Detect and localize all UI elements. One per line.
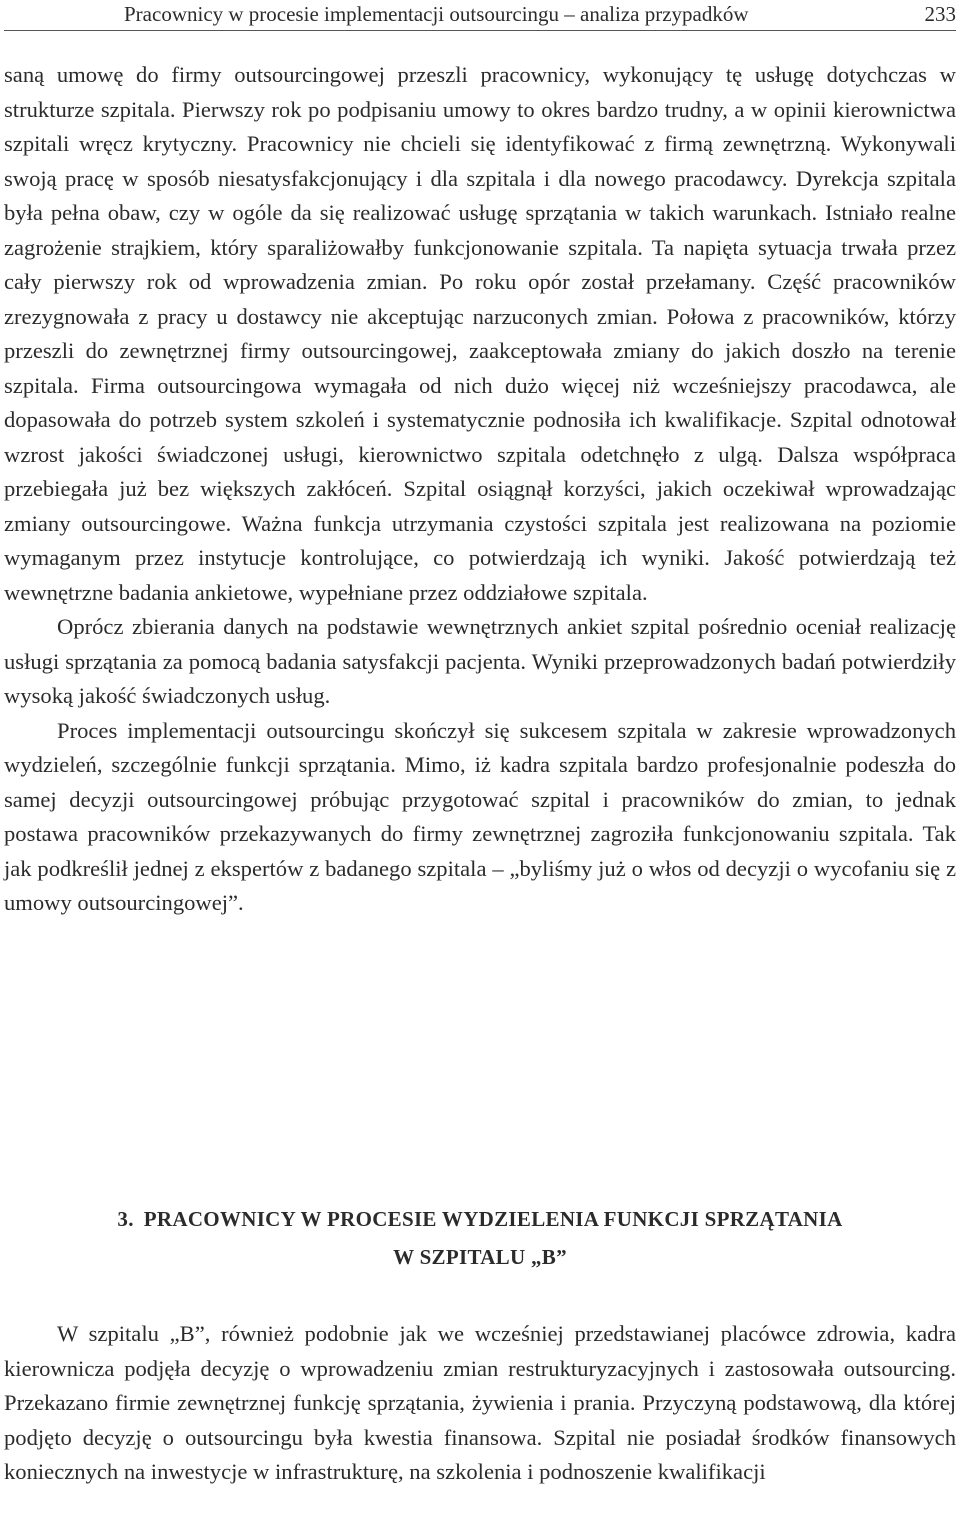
paragraph: Oprócz zbierania danych na podstawie wewnętrznych ankiet szpital pośrednio oceniał realizację usługi sprzątania za pomocą badania satysfakcji pacjenta. Wyniki przeprowadzonych badań potwierdziły wysoką jakość świadczonych usług. xyxy=(4,614,956,708)
section-heading xyxy=(4,1200,956,1276)
paragraph-continued: saną umowę do firmy outsourcingowej przeszli pracownicy, wykonujący tę usługę dotychczas w strukturze szpitala. Pierwszy rok po podpisaniu umowy to okres bardzo trudny, a w opinii kierownictwa szpitali wręcz krytyczny. Pracownicy nie chcieli się identyfikować z firmą zewnętrzną. Wykonywali swoją pracę w sposób niesatysfakcjonujący i dla szpitala i dla nowego pracodawcy. Dyrekcja szpitala była pełna obaw, czy w ogóle da się realizować usługę sprzątania w takich warunkach. Istniało realne zagrożenie strajkiem, który sparaliżowałby funkcjonowanie szpitala. Ta napięta sytuacja trwała przez cały pierwszy rok od wprowadzenia zmian. Po roku opór został przełamany. Część pracowników zrezygnowała z pracy u dostawcy nie akceptując narzuconych zmian. Połowa z pracowników, którzy przeszli do zewnętrznej firmy outsourcingowej, zaakceptowała zmiany do jakich doszło na terenie szpitala. Firma outsourcingowa wymagała od nich dużo więcej niż wcześniejszy pracodawca, ale dopasowała do potrzeb system szkoleń i systematycznie podnosiła ich kwalifikacje. Szpital odnotował wzrost jakości świadczonej usługi, kierownictwo szpitala odetchnęło z ulgą. Dalsza współpraca przebiegała już bez większych zakłóceń. Szpital osiągnął korzyści, jakich oczekiwał wprowadzając zmiany outsourcingowe. Ważna funkcja utrzymania czystości szpitala jest realizowana na poziomie wymaganym przez instytucje kontrolujące, co potwierdzają ich wyniki. Jakość potwierdzają też wewnętrzne badania ankietowe, wypełniane przez oddziałowe szpitala. xyxy=(4,62,956,605)
page-number: 233 xyxy=(924,2,956,26)
section-title-line-1: PRACOWNICY W PROCESIE WYDZIELENIA FUNKCJI SPRZĄTANIA xyxy=(143,1207,843,1231)
body-text xyxy=(4,58,956,921)
paragraph: W szpitalu „B”, również podobnie jak we wcześniej przedstawianej placówce zdrowia, kadra kierownicza podjęła decyzję o wprowadzeniu zmian restrukturyzacyjnych i zastosowała outsourcing. Przekazano firmie zewnętrznej funkcję sprzątania, żywienia i prania. Przyczyną podstawową, dla której podjęto decyzję o outsourcingu była kwestia finansowa. Szpital nie posiadał środków finansowych koniecznych na inwestycje w infrastrukturę, na szkolenia i podnoszenie kwalifikacji xyxy=(4,1321,956,1484)
section-heading-line-1 xyxy=(4,1200,956,1238)
section-body-text xyxy=(4,1317,956,1490)
section-number: 3. xyxy=(117,1207,134,1231)
paragraph: Proces implementacji outsourcingu skończył się sukcesem szpitala w zakresie wprowadzonych wydzieleń, szczególnie funkcji sprzątania. Mimo, iż kadra szpitala bardzo profesjonalnie podeszła do samej decyzji outsourcingowej próbując przygotować szpital i pracowników do zmian, to jednak postawa pracowników przekazywanych do firmy zewnętrznej zagroziła funkcjonowaniu szpitala. Tak jak podkreślił jednej z ekspertów z badanego szpitala – „byliśmy już o włos od decyzji o wycofaniu się z umowy outsourcingowej”. xyxy=(4,717,956,915)
running-head xyxy=(4,0,956,31)
section-title-line-2: W SZPITALU „B” xyxy=(393,1245,567,1269)
running-head-title: Pracownicy w procesie implementacji outsourcingu – analiza przypadków xyxy=(124,2,749,26)
